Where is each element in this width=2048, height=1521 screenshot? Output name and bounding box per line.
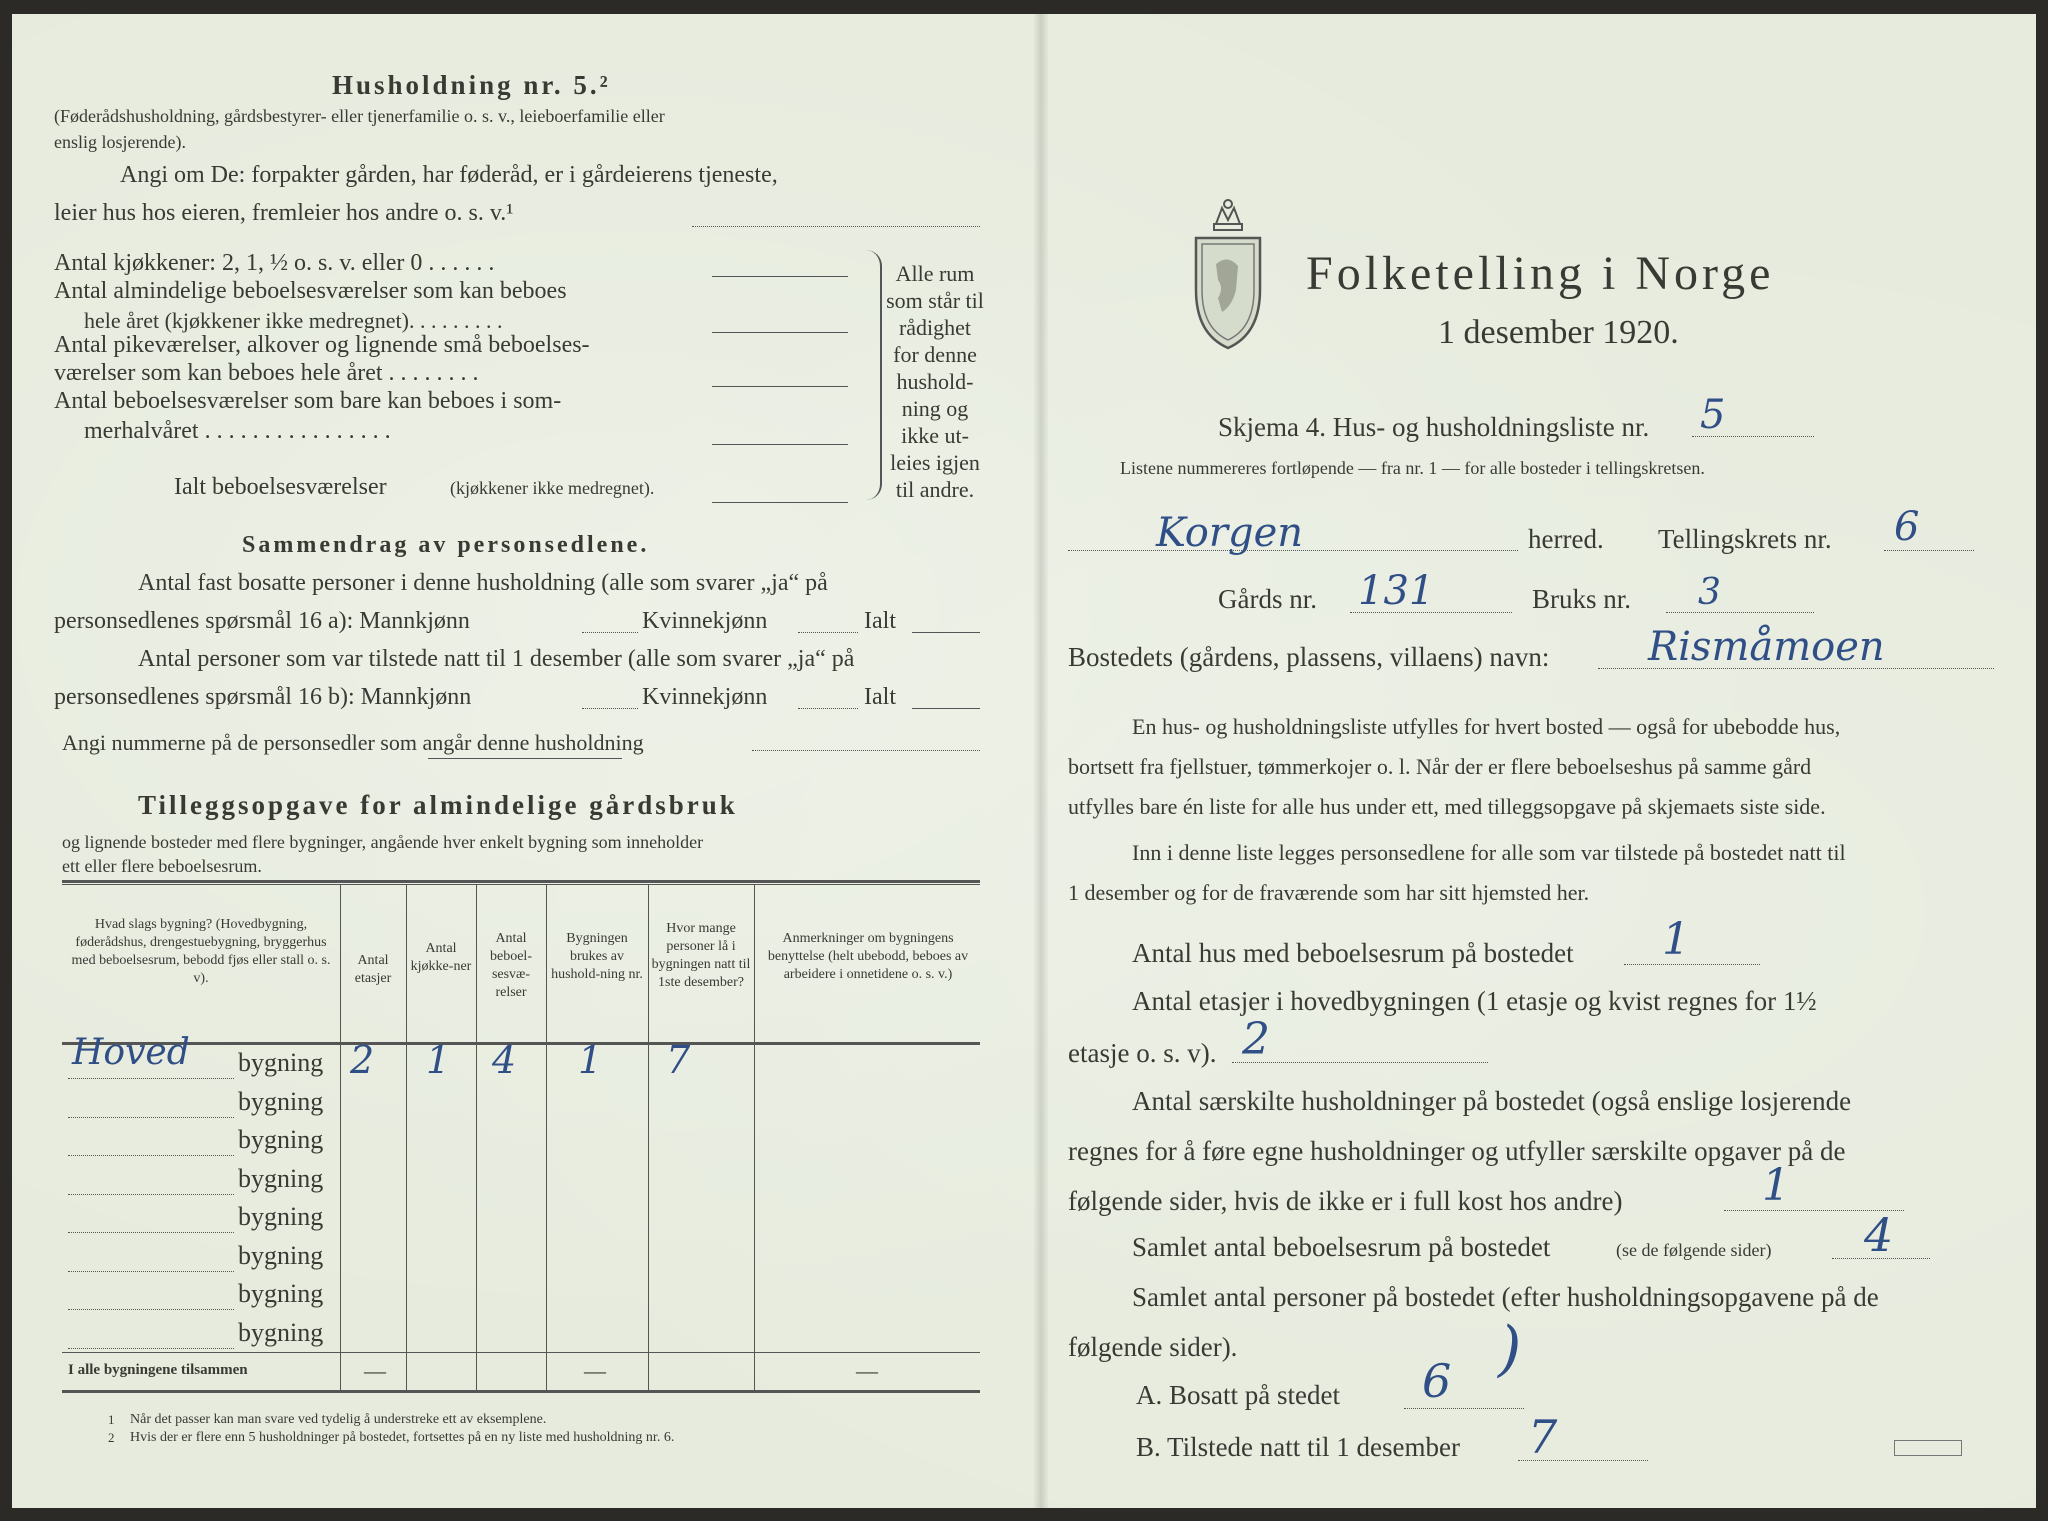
bosatt-label: A. Bosatt på stedet [1136, 1380, 1340, 1410]
skjema-nr-hw: 5 [1700, 392, 1726, 438]
side-note-line: hushold- [896, 369, 974, 394]
row-type-line [68, 1271, 234, 1272]
small-rooms-answer-line [712, 386, 848, 387]
hus-label: Antal hus med beboelsesrum på bostedet [1132, 938, 1574, 968]
question-kitchens: Antal kjøkkener: 2, 1, ½ o. s. v. eller 0 . . . . . . [54, 250, 495, 276]
bruks-hw: 3 [1698, 572, 1721, 613]
side-note [880, 260, 990, 503]
footnote-2-num: 2 [108, 1430, 115, 1445]
side-note-line: Alle rum [895, 261, 975, 286]
question-summer-rooms-a: Antal beboelsesværelser som bare kan beboes i som- [54, 388, 562, 414]
total-1-line [912, 632, 980, 633]
row-type-line [68, 1348, 234, 1349]
female-2-line [798, 708, 858, 709]
census-title: Folketelling i Norge [1306, 247, 1775, 300]
th-floors: Antal etasjer [354, 953, 392, 986]
listene-note: Listene nummereres fortløpende — fra nr. 1 — for alle bosteder i tellingskretsen. [1120, 458, 1705, 478]
th-kitchens: Antal kjøkke-ner [410, 941, 472, 974]
summary-title: Sammendrag av personsedlene. [242, 532, 650, 558]
sk-1: Antal særskilte husholdninger på bostedet (også enslige losjerende [1132, 1086, 1852, 1116]
summer-rooms-answer-line [712, 444, 848, 445]
row-bygning-label: bygning [238, 1240, 324, 1270]
bosted-label: Bostedets (gårdens, plassens, villaens) navn: [1068, 642, 1550, 672]
row-type-line [68, 1309, 234, 1310]
intro-line-1: (Føderådshusholdning, gårdsbestyrer- eller tjenerfamilie o. s. v., leieboerfamilie eller [54, 106, 665, 126]
side-note-line: leies igjen [890, 450, 980, 475]
kitchens-answer-line [712, 276, 848, 277]
row-type-line [68, 1117, 234, 1118]
row-bygning-label: bygning [238, 1048, 324, 1077]
footnote-1-num: 1 [108, 1412, 115, 1427]
angi-answer-line [692, 226, 980, 227]
tillegg-title: Tilleggsopgave for almindelige gårdsbruk [138, 790, 738, 820]
census-date: 1 desember 1920. [1438, 314, 1679, 351]
row1-rooms-hw: 4 [492, 1038, 517, 1082]
herred-hw: Korgen [1156, 510, 1304, 556]
question-small-rooms-a: Antal pikeværelser, alkover og lignende små beboelses- [54, 332, 590, 358]
gards-hw: 131 [1358, 568, 1435, 614]
male-2-line [582, 708, 638, 709]
th-household: Bygningen brukes av hushold-ning nr. [551, 931, 643, 982]
row1-persons-hw: 7 [666, 1038, 691, 1082]
sk-hw: 1 [1762, 1160, 1790, 1211]
rooms-answer-line [712, 332, 848, 333]
tellingskrets-label: Tellingskrets nr. [1658, 524, 1832, 554]
question-rooms-a: Antal almindelige beboelsesværelser som kan beboes [54, 278, 567, 304]
total-2-label: Ialt [864, 684, 896, 710]
skjema-label: Skjema 4. Hus- og husholdningsliste nr. [1218, 412, 1650, 442]
bruks-line [1666, 612, 1814, 613]
row-type-line [68, 1078, 234, 1079]
para-4: Inn i denne liste legges personsedlene for alle som var tilstede på bostedet natt til [1132, 840, 1846, 865]
bruks-label: Bruks nr. [1532, 584, 1632, 614]
para-2: bortsett fra fjellstuer, tømmerkojer o. l. Når der er flere beboelseshus på samme gård [1068, 754, 1812, 779]
summary-2a: Antal personer som var tilstede natt til 1 desember (alle som svarer „ja“ på [138, 646, 855, 672]
para-1: En hus- og husholdningsliste utfylles for hvert bosted — også for ubebodde hus, [1132, 714, 1841, 739]
sk-2: regnes for å føre egne husholdninger og utfyller særskilte opgaver på de [1068, 1136, 1846, 1166]
th-rooms: Antal beboel-sesvæ-relser [490, 931, 532, 1000]
question-small-rooms-b: værelser som kan beboes hele året . . . . . . . . [54, 360, 479, 386]
coat-of-arms-icon [1188, 194, 1268, 354]
bosatt-line [1404, 1408, 1524, 1409]
angi-line-1: Angi om De: forpakter gården, har føderåd, er i gårdeierens tjeneste, [120, 162, 778, 188]
brace [854, 250, 882, 500]
page-fold [1034, 14, 1048, 1508]
female-2-label: Kvinnekjønn [642, 684, 768, 710]
tillegg-line-1: og lignende bosteder med flere bygninger, angående hver enkelt bygning som inneholder [62, 832, 704, 852]
bosted-hw: Rismåmoen [1648, 624, 1885, 670]
angi-line-2: leier hus hos eieren, fremleier hos andre o. s. v.¹ [54, 200, 514, 226]
etasjer-hw: 2 [1242, 1014, 1270, 1065]
footnote-2: Hvis der er flere enn 5 husholdninger på bostedet, fortsettes på en ny liste med husholdning nr. 6. [130, 1430, 675, 1445]
summary-1a: Antal fast bosatte personer i denne husholdning (alle som svarer „ja“ på [138, 570, 828, 596]
rum-hw: 4 [1864, 1208, 1894, 1262]
summary-2b: personsedlenes spørsmål 16 b): Mannkjønn [54, 684, 472, 710]
tilstede-line [1518, 1460, 1648, 1461]
row-bygning-label: bygning [238, 1279, 324, 1308]
angi-nummer: Angi nummerne på de personsedler som angår denne husholdning [62, 730, 644, 755]
side-note-line: ikke ut- [901, 423, 969, 448]
total-floors-dash: — [364, 1358, 386, 1383]
row-type-line [68, 1155, 234, 1156]
rum-note: (se de følgende sider) [1616, 1240, 1772, 1260]
female-1-line [798, 632, 858, 633]
skjema-nr-line [1692, 436, 1814, 437]
bosatt-hw: 6 [1422, 1354, 1452, 1408]
hus-line [1624, 964, 1760, 965]
side-note-line: til andre. [895, 477, 975, 502]
household-title: Husholdning nr. 5.² [332, 70, 611, 100]
total-rooms-note: (kjøkkener ikke medregnet). [450, 478, 655, 498]
side-note-line: for denne [893, 342, 977, 367]
hus-hw: 1 [1662, 914, 1690, 965]
female-1-label: Kvinnekjønn [642, 608, 768, 634]
printer-stamp [1894, 1440, 1962, 1456]
th-remarks: Anmerkninger om bygningens benyttelse (helt ubebodd, beboes av arbeidere i onnetidene o. s. v.) [767, 931, 969, 982]
question-rooms-b: hele året (kjøkkener ikke medregnet). . . . . . . . . [84, 308, 503, 333]
row-type-line [68, 1232, 234, 1233]
tillegg-line-2: ett eller flere beboelsesrum. [62, 856, 262, 876]
row1-kitchens-hw: 1 [426, 1038, 451, 1082]
tilstede-hw: 7 [1528, 1410, 1558, 1464]
bracket-hw: ) [1498, 1314, 1522, 1384]
total-2-line [912, 708, 980, 709]
row-bygning-label: bygning [238, 1125, 324, 1154]
angi-nummer-line [752, 750, 980, 751]
total-rooms-answer-line [712, 502, 848, 503]
total-remarks-dash: — [856, 1358, 878, 1383]
total-household-dash: — [584, 1358, 606, 1383]
row-type-line [68, 1194, 234, 1195]
th-building-type: Hvad slags bygning? (Hovedbygning, føderådshus, drengestuebygning, bryggerhus med beboelsesrum, bebodd fjøs eller stall o. s. v). [71, 917, 331, 986]
etasjer-line [1232, 1062, 1488, 1063]
etasjer-1: Antal etasjer i hovedbygningen (1 etasje og kvist regnes for 1½ [1132, 986, 1817, 1016]
para-5: 1 desember og for de fraværende som har sitt hjemsted her. [1068, 880, 1590, 905]
para-3: utfylles bare én liste for alle hus under ett, med tilleggsopgave på skjemaets siste side. [1068, 794, 1826, 819]
tilstede-label: B. Tilstede natt til 1 desember [1136, 1432, 1460, 1462]
pers-1: Samlet antal personer på bostedet (efter husholdningsopgavene på de [1132, 1282, 1879, 1312]
bosted-line [1598, 668, 1994, 669]
total-row-label: I alle bygningene tilsammen [68, 1362, 248, 1378]
male-1-line [582, 632, 638, 633]
tellingskrets-line [1884, 550, 1974, 551]
rum-line [1832, 1258, 1930, 1259]
row-bygning-label: bygning [238, 1086, 324, 1116]
section-divider [428, 758, 622, 759]
tellingskrets-hw: 6 [1894, 504, 1920, 550]
census-sheet [12, 14, 2036, 1508]
row1-household-hw: 1 [578, 1038, 603, 1082]
row1-type-hw: Hoved [72, 1032, 190, 1073]
row-bygning-label: bygning [238, 1163, 324, 1193]
intro-line-2: enslig losjerende). [54, 132, 186, 152]
herred-label: herred. [1528, 524, 1604, 554]
footnote-1: Når det passer kan man svare ved tydelig å understreke ett av eksemplene. [130, 1412, 547, 1427]
gards-line [1350, 612, 1512, 613]
th-persons: Hvor mange personer lå i bygningen natt til 1ste desember? [651, 921, 751, 990]
total-rooms-label: Ialt beboelsesværelser [174, 474, 387, 500]
rum-label: Samlet antal beboelsesrum på bostedet [1132, 1232, 1551, 1262]
total-1-label: Ialt [864, 608, 896, 634]
gards-label: Gårds nr. [1218, 584, 1317, 614]
sk-3: følgende sider, hvis de ikke er i full kost hos andre) [1068, 1186, 1623, 1216]
etasjer-2: etasje o. s. v). [1068, 1038, 1217, 1068]
question-summer-rooms-b: merhalvåret . . . . . . . . . . . . . . . . [84, 418, 391, 444]
herred-line [1068, 550, 1518, 551]
side-note-line: ning og [901, 396, 969, 421]
row-bygning-label: bygning [238, 1317, 324, 1347]
summary-1b: personsedlenes spørsmål 16 a): Mannkjønn [54, 608, 470, 634]
row1-floors-hw: 2 [350, 1038, 375, 1082]
side-note-line: rådighet [898, 315, 972, 340]
side-note-line: som står til [886, 288, 984, 313]
pers-2: følgende sider). [1068, 1332, 1238, 1362]
row-bygning-label: bygning [238, 1202, 324, 1231]
